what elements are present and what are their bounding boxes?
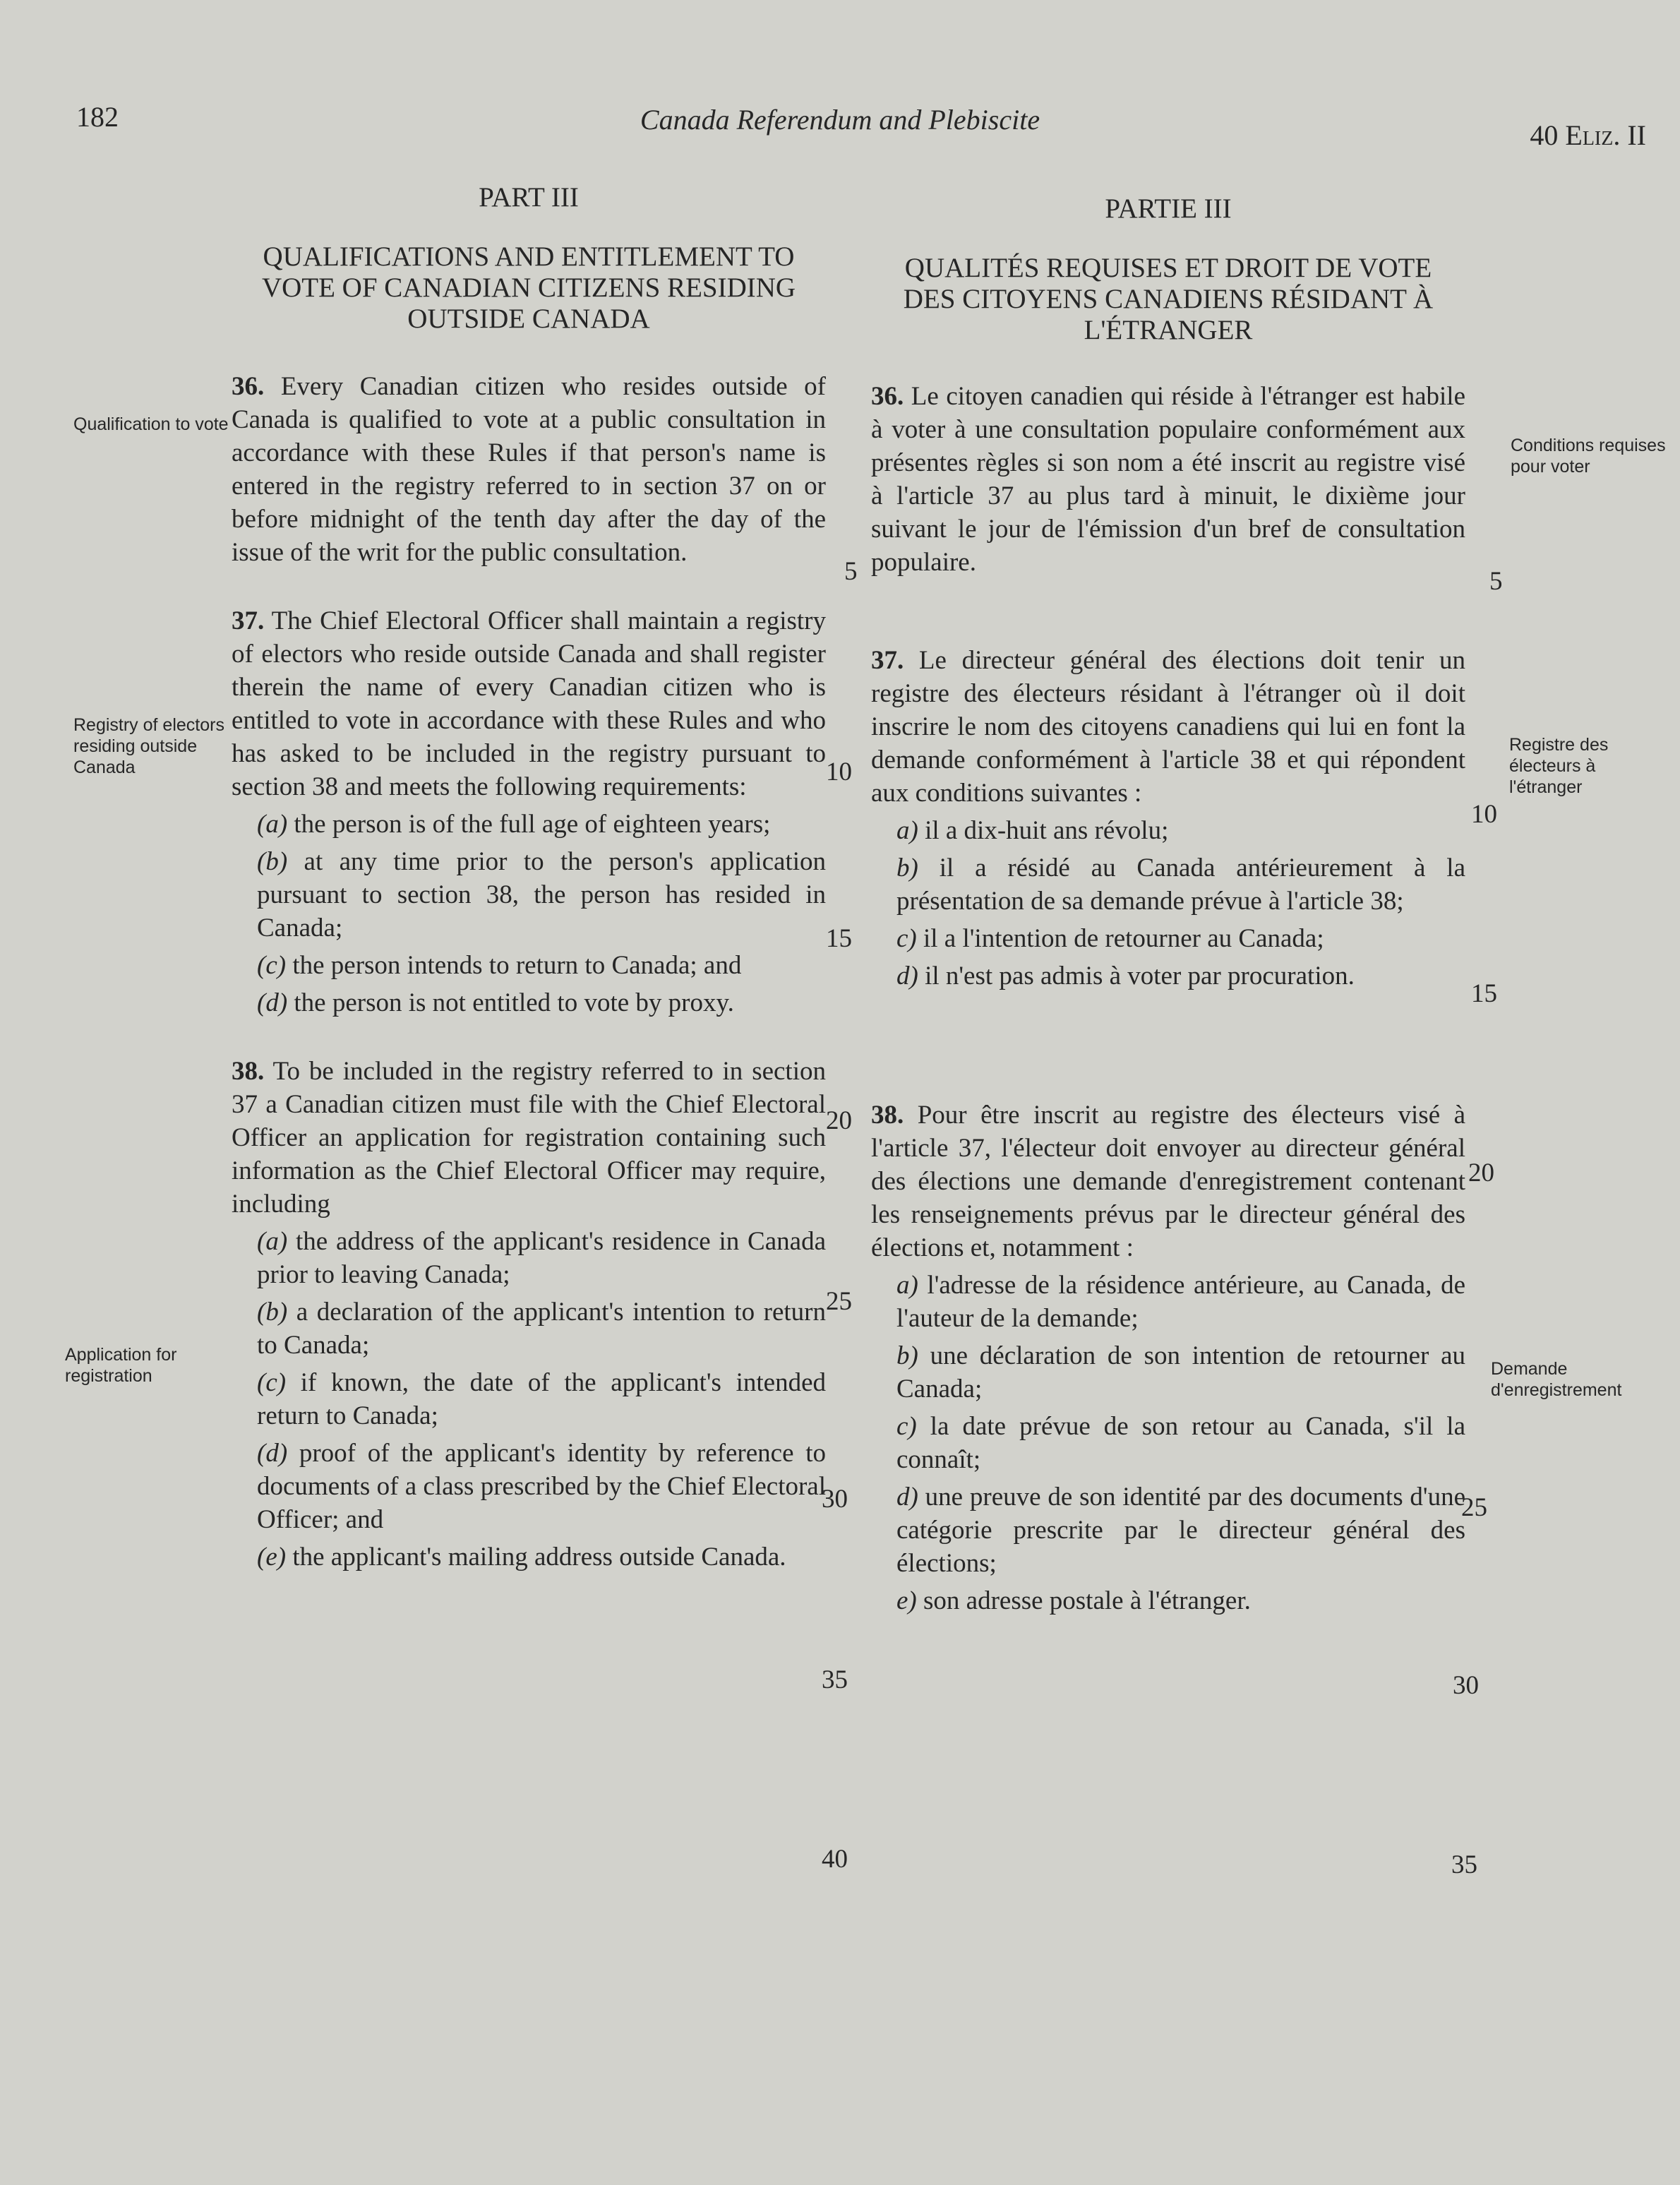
french-section-38 [871, 1099, 1465, 1264]
french-s37-para-b [896, 851, 1465, 918]
french-column [871, 193, 1465, 1617]
english-line-number: 15 [826, 924, 852, 953]
para-text: il a résidé au Canada antérieurement à la présentation de sa demande prévue à l'article 38; [896, 854, 1465, 916]
section-number: 37. [871, 646, 904, 675]
para-label: e) [896, 1586, 917, 1615]
english-s37-para-a [257, 808, 826, 841]
section-text: To be included in the registry referred to in section 37 a Canadian citizen must file with the Chief Electoral Officer an application for registration containing such information as the Chief Electoral Officer may require, including [232, 1057, 826, 1219]
french-s38-para-b [896, 1339, 1465, 1406]
english-line-number: 35 [822, 1665, 848, 1694]
para-text: the person intends to return to Canada; and [292, 951, 742, 980]
running-title: Canada Referendum and Plebiscite [640, 104, 1040, 136]
english-marginal-note-37: Registry of electors residing outside Canada [73, 715, 224, 777]
english-line-number: 5 [844, 557, 858, 586]
section-text: Le citoyen canadien qui réside à l'étranger est habile à voter à une consultation populaire conformément aux présentes règles si son nom a été inscrit au registre visé à l'article 37 au plus tard à minuit, le dixième jour suivant le jour de l'émission d'un bref de consultation populaire. [871, 382, 1466, 577]
english-column [232, 182, 826, 1574]
para-label: a) [896, 1271, 918, 1300]
para-text: il n'est pas admis à voter par procuration. [925, 962, 1355, 990]
para-text: la date prévue de son retour au Canada, s'il la connaît; [896, 1412, 1465, 1474]
english-line-number: 10 [826, 758, 852, 786]
french-s38-para-a [896, 1269, 1465, 1335]
french-marginal-note-37: Registre des électeurs à l'étranger [1509, 735, 1609, 797]
english-s38-para-c [257, 1366, 826, 1432]
para-text: the address of the applicant's residence in Canada prior to leaving Canada; [257, 1227, 827, 1289]
para-label: b) [896, 854, 918, 882]
para-text: the person is not entitled to vote by proxy. [294, 988, 734, 1017]
english-line-number: 25 [826, 1287, 852, 1316]
para-label: a) [896, 816, 918, 845]
para-label: (e) [257, 1543, 287, 1572]
french-s38-para-e [896, 1584, 1465, 1617]
french-s37-para-d [896, 959, 1465, 993]
french-line-number: 30 [1453, 1671, 1479, 1700]
english-s38-para-d [257, 1437, 826, 1536]
section-text: Le directeur général des élections doit tenir un registre des électeurs résidant à l'étranger où il doit inscrire le nom des citoyens canadiens qui lui en font la demande conformément à l'article 38 et qui répondent aux conditions suivantes : [871, 646, 1465, 808]
english-line-number: 30 [822, 1485, 848, 1514]
english-section-37 [232, 604, 826, 803]
page-number: 182 [76, 101, 119, 133]
section-text: Every Canadian citizen who resides outside of Canada is qualified to vote at a public consultation in accordance with these Rules if that person's name is entered in the registry referred to in section 37 on or before midnight of the tenth day after the day of the issue of the writ for the public consultation. [232, 372, 827, 567]
para-text: a declaration of the applicant's intention to return to Canada; [257, 1298, 826, 1360]
section-text: The Chief Electoral Officer shall maintain a registry of electors who reside outside Canada and shall register therein the name of every Canadian citizen who is entitled to vote in accordance with these Rules and who has asked to be included in the registry pursuant to section 38 and meets the following requirements: [232, 606, 826, 801]
para-text: proof of the applicant's identity by reference to documents of a class prescribed by the Chief Electoral Officer; and [257, 1439, 826, 1534]
english-s38-para-e [257, 1540, 826, 1574]
para-text: the person is of the full age of eighteen years; [294, 810, 771, 839]
french-s38-para-d [896, 1480, 1465, 1580]
french-s38-para-c [896, 1410, 1465, 1476]
english-line-number: 40 [822, 1845, 848, 1874]
english-part-title: QUALIFICATIONS AND ENTITLEMENT TO VOTE OF CANADIAN CITIZENS RESIDING OUTSIDE CANADA [261, 241, 796, 334]
section-number: 36. [232, 372, 265, 401]
english-s38-para-a [257, 1225, 826, 1291]
section-text: Pour être inscrit au registre des électeurs visé à l'article 37, l'électeur doit envoyer au directeur général des élections une demande d'enregistrement contenant les renseignements prévus par le directeur général des élections et, notamment : [871, 1101, 1466, 1262]
para-text: at any time prior to the person's application pursuant to section 38, the person has resided in Canada; [257, 847, 826, 942]
para-label: b) [896, 1341, 918, 1370]
para-label: (a) [257, 810, 288, 839]
english-s37-para-b [257, 845, 826, 945]
para-label: (d) [257, 1439, 288, 1468]
english-marginal-note-36: Qualification to vote [73, 414, 229, 434]
para-text: the applicant's mailing address outside Canada. [292, 1543, 786, 1572]
section-number: 38. [232, 1057, 265, 1086]
french-section-36 [871, 380, 1465, 579]
para-label: (b) [257, 1298, 288, 1327]
para-label: (a) [257, 1227, 288, 1256]
para-label: (c) [257, 1368, 287, 1397]
french-section-37 [871, 644, 1465, 810]
french-line-number: 25 [1461, 1493, 1487, 1522]
english-part-number: PART III [479, 182, 579, 212]
french-part-title: QUALITÉS REQUISES ET DROIT DE VOTE DES CITOYENS CANADIENS RÉSIDANT À L'ÉTRANGER [903, 253, 1434, 345]
para-text: son adresse postale à l'étranger. [923, 1586, 1251, 1615]
section-number: 36. [871, 382, 904, 411]
para-text: il a l'intention de retourner au Canada; [923, 924, 1324, 953]
english-s38-para-b [257, 1295, 826, 1362]
para-label: (d) [257, 988, 288, 1017]
para-text: if known, the date of the applicant's intended return to Canada; [257, 1368, 827, 1430]
english-s37-para-c [257, 949, 826, 982]
french-line-number: 10 [1471, 800, 1497, 829]
french-line-number: 15 [1471, 979, 1497, 1008]
para-label: d) [896, 1483, 918, 1511]
para-text: l'adresse de la résidence antérieure, au Canada, de l'auteur de la demande; [896, 1271, 1465, 1333]
para-text: une preuve de son identité par des documents d'une catégorie prescrite par le directeur général des élections; [896, 1483, 1466, 1578]
english-section-38 [232, 1055, 826, 1221]
french-heading [871, 193, 1465, 346]
section-number: 38. [871, 1101, 904, 1130]
para-label: (b) [257, 847, 288, 876]
french-part-number: PARTIE III [1105, 193, 1232, 224]
para-label: (c) [257, 951, 287, 980]
french-line-number: 5 [1489, 567, 1503, 596]
french-s37-para-a [896, 814, 1465, 847]
english-line-number: 20 [826, 1106, 852, 1135]
para-text: une déclaration de son intention de retourner au Canada; [896, 1341, 1465, 1403]
french-line-number: 20 [1468, 1159, 1494, 1187]
english-heading [232, 182, 826, 335]
para-text: il a dix-huit ans révolu; [925, 816, 1169, 845]
french-line-number: 35 [1451, 1850, 1477, 1879]
para-label: d) [896, 962, 918, 990]
french-s37-para-c [896, 922, 1465, 955]
para-label: c) [896, 924, 917, 953]
english-section-36 [232, 370, 826, 569]
french-marginal-note-36: Conditions requises pour voter [1511, 436, 1666, 477]
english-marginal-note-38: Application for registration [65, 1345, 177, 1386]
english-s37-para-d [257, 986, 826, 1019]
para-label: c) [896, 1412, 917, 1441]
regnal-year: 40 Eliz. II [1530, 119, 1646, 151]
section-number: 37. [232, 606, 265, 635]
french-marginal-note-38: Demande d'enregistrement [1491, 1359, 1622, 1400]
